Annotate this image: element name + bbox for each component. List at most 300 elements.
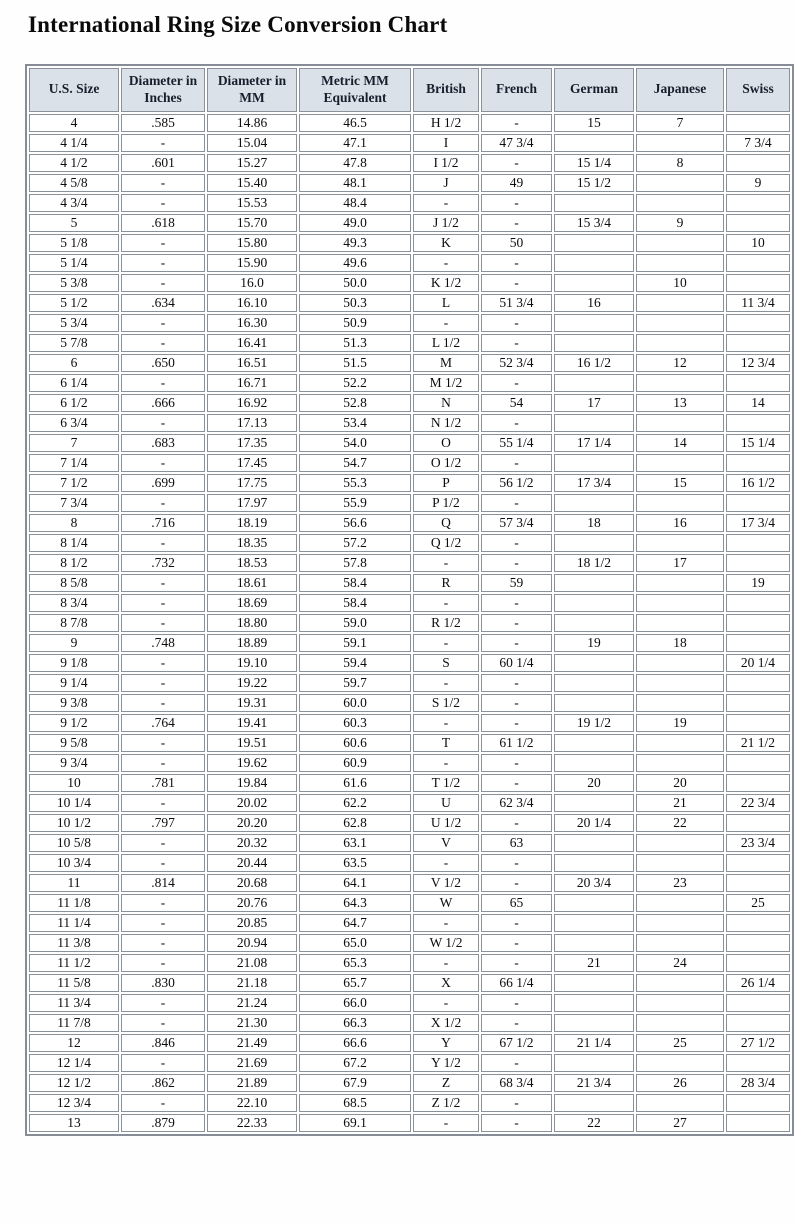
table-cell: 49.6 (299, 254, 411, 272)
table-row (29, 594, 790, 612)
table-cell: 60 1/4 (481, 654, 552, 672)
table-cell: - (121, 254, 205, 272)
table-cell (726, 914, 790, 932)
table-cell: 21.69 (207, 1054, 297, 1072)
table-cell (726, 594, 790, 612)
table-row (29, 154, 790, 172)
table-cell (636, 974, 724, 992)
table-cell: 62.2 (299, 794, 411, 812)
table-cell: - (481, 874, 552, 892)
table-cell: 51.3 (299, 334, 411, 352)
table-cell: 20.20 (207, 814, 297, 832)
table-cell: 60.6 (299, 734, 411, 752)
table-cell: - (121, 1094, 205, 1112)
table-cell (636, 934, 724, 952)
table-row (29, 474, 790, 492)
table-cell: 20.44 (207, 854, 297, 872)
table-cell: 21 (636, 794, 724, 812)
table-cell: - (121, 594, 205, 612)
table-cell: 16.10 (207, 294, 297, 312)
table-row (29, 454, 790, 472)
table-cell: 8 1/2 (29, 554, 119, 572)
table-cell (726, 454, 790, 472)
table-cell: 9 1/8 (29, 654, 119, 672)
table-cell: 67 1/2 (481, 1034, 552, 1052)
table-cell (726, 714, 790, 732)
table-cell (554, 574, 634, 592)
table-cell: - (413, 714, 479, 732)
table-row (29, 134, 790, 152)
table-cell (636, 734, 724, 752)
table-cell: 7 (29, 434, 119, 452)
table-cell: - (481, 494, 552, 512)
table-row (29, 294, 790, 312)
table-cell: .748 (121, 634, 205, 652)
table-row (29, 534, 790, 552)
table-cell: 64.3 (299, 894, 411, 912)
ring-size-conversion-table (25, 64, 794, 1136)
table-cell: 22 (554, 1114, 634, 1132)
table-cell: 20 1/4 (726, 654, 790, 672)
table-cell: 50 (481, 234, 552, 252)
table-cell: 6 3/4 (29, 414, 119, 432)
table-cell: 15.04 (207, 134, 297, 152)
table-cell: .862 (121, 1074, 205, 1092)
table-cell (726, 1094, 790, 1112)
table-cell (636, 994, 724, 1012)
table-cell: Y (413, 1034, 479, 1052)
table-row (29, 334, 790, 352)
table-cell: 65 (481, 894, 552, 912)
table-cell: - (481, 994, 552, 1012)
table-cell: Q (413, 514, 479, 532)
table-cell (554, 674, 634, 692)
table-cell: 16.41 (207, 334, 297, 352)
table-cell: - (121, 674, 205, 692)
header-cell: Diameter in MM (207, 68, 297, 112)
table-cell: 6 (29, 354, 119, 372)
table-cell: 10 5/8 (29, 834, 119, 852)
table-cell: - (413, 994, 479, 1012)
table-cell: - (481, 114, 552, 132)
table-cell (554, 1054, 634, 1072)
table-cell: .732 (121, 554, 205, 572)
table-cell: 11 1/8 (29, 894, 119, 912)
table-cell: O 1/2 (413, 454, 479, 472)
table-cell: - (413, 254, 479, 272)
table-cell: H 1/2 (413, 114, 479, 132)
table-cell (726, 194, 790, 212)
table-cell: 55.9 (299, 494, 411, 512)
table-cell: 9 (726, 174, 790, 192)
table-cell (554, 494, 634, 512)
table-cell: 11 1/4 (29, 914, 119, 932)
table-cell (554, 914, 634, 932)
table-cell (726, 1054, 790, 1072)
table-cell: 19 (554, 634, 634, 652)
table-cell: 16 1/2 (726, 474, 790, 492)
table-cell: 59.0 (299, 614, 411, 632)
table-cell (554, 194, 634, 212)
table-cell: 10 (29, 774, 119, 792)
table-cell: L (413, 294, 479, 312)
table-row (29, 554, 790, 572)
table-cell (636, 1094, 724, 1112)
table-cell: 58.4 (299, 594, 411, 612)
table-cell: 47.8 (299, 154, 411, 172)
table-cell: - (481, 454, 552, 472)
table-row (29, 254, 790, 272)
table-row (29, 654, 790, 672)
table-cell: 16.30 (207, 314, 297, 332)
table-cell: 20 1/4 (554, 814, 634, 832)
table-cell (636, 414, 724, 432)
table-cell: - (413, 194, 479, 212)
table-cell: 63.1 (299, 834, 411, 852)
table-cell: 69.1 (299, 1114, 411, 1132)
table-cell: 55.3 (299, 474, 411, 492)
table-cell: 19.22 (207, 674, 297, 692)
table-cell: 20 3/4 (554, 874, 634, 892)
table-cell: 8 (636, 154, 724, 172)
table-cell: W (413, 894, 479, 912)
table-cell: 15 1/4 (554, 154, 634, 172)
table-cell: 17.97 (207, 494, 297, 512)
table-cell (636, 374, 724, 392)
table-cell (554, 414, 634, 432)
table-cell: Q 1/2 (413, 534, 479, 552)
table-row (29, 194, 790, 212)
table-cell: 11 (29, 874, 119, 892)
table-cell: 25 (636, 1034, 724, 1052)
table-cell: - (481, 1094, 552, 1112)
table-cell: 5 7/8 (29, 334, 119, 352)
table-cell: 19.62 (207, 754, 297, 772)
table-cell (726, 774, 790, 792)
table-cell (726, 694, 790, 712)
table-cell: 4 1/4 (29, 134, 119, 152)
table-cell: 23 3/4 (726, 834, 790, 852)
table-cell: 20.85 (207, 914, 297, 932)
table-cell: - (121, 334, 205, 352)
table-cell: - (413, 914, 479, 932)
table-cell: 20.68 (207, 874, 297, 892)
table-cell: - (121, 194, 205, 212)
table-cell: 52.8 (299, 394, 411, 412)
table-row (29, 614, 790, 632)
table-cell: 10 1/4 (29, 794, 119, 812)
table-cell (636, 614, 724, 632)
table-cell (554, 334, 634, 352)
table-cell: - (121, 174, 205, 192)
table-cell: - (481, 594, 552, 612)
table-cell: - (481, 254, 552, 272)
table-cell: 9 3/8 (29, 694, 119, 712)
table-cell: 65.3 (299, 954, 411, 972)
table-row (29, 774, 790, 792)
table-cell (726, 954, 790, 972)
table-cell: 22 3/4 (726, 794, 790, 812)
table-cell: 15.90 (207, 254, 297, 272)
table-cell (636, 234, 724, 252)
table-row (29, 314, 790, 332)
table-cell (726, 534, 790, 552)
table-cell (636, 534, 724, 552)
table-cell: 4 3/4 (29, 194, 119, 212)
table-cell: 22.10 (207, 1094, 297, 1112)
table-cell (726, 934, 790, 952)
table-row (29, 1074, 790, 1092)
table-cell: 4 1/2 (29, 154, 119, 172)
table-cell: 50.0 (299, 274, 411, 292)
table-cell: 11 1/2 (29, 954, 119, 972)
table-cell: - (413, 674, 479, 692)
table-cell: 12 3/4 (726, 354, 790, 372)
table-cell: 19 (726, 574, 790, 592)
table-cell (554, 834, 634, 852)
table-cell: .797 (121, 814, 205, 832)
table-cell: 47 3/4 (481, 134, 552, 152)
table-cell: 18.19 (207, 514, 297, 532)
table-row (29, 974, 790, 992)
table-cell: V 1/2 (413, 874, 479, 892)
table-cell: 54 (481, 394, 552, 412)
table-cell (636, 654, 724, 672)
table-cell: - (121, 314, 205, 332)
table-cell: - (121, 994, 205, 1012)
table-row (29, 634, 790, 652)
table-cell (726, 374, 790, 392)
table-cell: 15 3/4 (554, 214, 634, 232)
table-cell: - (481, 674, 552, 692)
table-cell: .814 (121, 874, 205, 892)
table-cell: 20.94 (207, 934, 297, 952)
table-cell: 46.5 (299, 114, 411, 132)
table-cell (554, 734, 634, 752)
table-cell (726, 1014, 790, 1032)
table-cell: 15.80 (207, 234, 297, 252)
table-cell: 8 3/4 (29, 594, 119, 612)
table-cell: 5 1/8 (29, 234, 119, 252)
table-cell: 18 (636, 634, 724, 652)
table-cell: 21.89 (207, 1074, 297, 1092)
table-cell: - (121, 914, 205, 932)
table-cell: - (121, 934, 205, 952)
table-cell: T 1/2 (413, 774, 479, 792)
table-cell: - (121, 494, 205, 512)
table-cell: 7 (636, 114, 724, 132)
table-cell: 15 1/4 (726, 434, 790, 452)
table-cell: 20 (636, 774, 724, 792)
table-cell: .650 (121, 354, 205, 372)
table-cell: 50.3 (299, 294, 411, 312)
table-cell: 12 1/4 (29, 1054, 119, 1072)
table-cell: .601 (121, 154, 205, 172)
table-cell: 21.30 (207, 1014, 297, 1032)
table-cell (636, 194, 724, 212)
table-cell: 19 1/2 (554, 714, 634, 732)
table-cell: 14 (636, 434, 724, 452)
table-cell (726, 274, 790, 292)
table-cell: 65.0 (299, 934, 411, 952)
table-cell: V (413, 834, 479, 852)
table-row (29, 1094, 790, 1112)
table-cell: - (121, 234, 205, 252)
table-cell: - (413, 634, 479, 652)
table-cell: 13 (636, 394, 724, 412)
table-cell: 67.2 (299, 1054, 411, 1072)
table-row (29, 954, 790, 972)
table-row (29, 394, 790, 412)
table-cell: 16 1/2 (554, 354, 634, 372)
table-cell: 66.3 (299, 1014, 411, 1032)
table-cell: 59.4 (299, 654, 411, 672)
table-cell (554, 254, 634, 272)
table-cell: .683 (121, 434, 205, 452)
table-cell: 64.1 (299, 874, 411, 892)
table-cell: - (481, 854, 552, 872)
table-cell: Z (413, 1074, 479, 1092)
table-cell: 18.61 (207, 574, 297, 592)
table-cell (636, 914, 724, 932)
table-cell: 27 (636, 1114, 724, 1132)
table-cell: 67.9 (299, 1074, 411, 1092)
table-cell (636, 1054, 724, 1072)
table-cell: - (481, 934, 552, 952)
table-cell (554, 974, 634, 992)
table-cell: - (121, 1014, 205, 1032)
table-cell: P 1/2 (413, 494, 479, 512)
table-cell: 5 (29, 214, 119, 232)
table-cell (554, 654, 634, 672)
table-cell (554, 454, 634, 472)
table-cell: 26 1/4 (726, 974, 790, 992)
table-cell (636, 694, 724, 712)
table-row (29, 714, 790, 732)
table-cell (636, 834, 724, 852)
table-row (29, 914, 790, 932)
table-cell: - (481, 374, 552, 392)
table-row (29, 1114, 790, 1132)
table-cell (554, 594, 634, 612)
table-cell (636, 174, 724, 192)
table-cell (636, 854, 724, 872)
table-cell (554, 374, 634, 392)
table-row (29, 674, 790, 692)
table-row (29, 854, 790, 872)
table-cell: 18 1/2 (554, 554, 634, 572)
table-row (29, 794, 790, 812)
table-cell: 11 3/4 (29, 994, 119, 1012)
table-cell: 21 (554, 954, 634, 972)
table-cell: 15.40 (207, 174, 297, 192)
table-cell: 6 1/2 (29, 394, 119, 412)
header-cell: Diameter in Inches (121, 68, 205, 112)
table-cell: 62 3/4 (481, 794, 552, 812)
table-cell (726, 814, 790, 832)
table-cell: 58.4 (299, 574, 411, 592)
table-cell: 60.9 (299, 754, 411, 772)
table-cell: 20.02 (207, 794, 297, 812)
table-body (29, 114, 790, 1132)
table-cell (726, 214, 790, 232)
table-cell: 57.2 (299, 534, 411, 552)
table-cell: 7 1/2 (29, 474, 119, 492)
table-cell: 21 3/4 (554, 1074, 634, 1092)
table-cell: U (413, 794, 479, 812)
table-cell: - (121, 694, 205, 712)
table-cell: - (481, 554, 552, 572)
table-cell: .716 (121, 514, 205, 532)
table-cell: 9 1/4 (29, 674, 119, 692)
table-cell: - (481, 214, 552, 232)
table-cell: 17 1/4 (554, 434, 634, 452)
table-cell: 10 (636, 274, 724, 292)
table-cell: 61.6 (299, 774, 411, 792)
table-cell: - (121, 274, 205, 292)
table-cell: 24 (636, 954, 724, 972)
table-row (29, 574, 790, 592)
page-title: International Ring Size Conversion Chart (28, 12, 448, 37)
table-cell (554, 1094, 634, 1112)
table-cell: 19.41 (207, 714, 297, 732)
table-cell: N (413, 394, 479, 412)
table-cell: 23 (636, 874, 724, 892)
table-cell (636, 754, 724, 772)
table-row (29, 174, 790, 192)
table-cell: 53.4 (299, 414, 411, 432)
table-cell: L 1/2 (413, 334, 479, 352)
table-cell: 20.32 (207, 834, 297, 852)
table-cell (636, 334, 724, 352)
table-cell (554, 1014, 634, 1032)
table-cell: - (481, 194, 552, 212)
table-cell: 20.76 (207, 894, 297, 912)
table-cell: .666 (121, 394, 205, 412)
table-cell: 5 3/4 (29, 314, 119, 332)
table-cell: 9 (29, 634, 119, 652)
table-cell: Y 1/2 (413, 1054, 479, 1072)
table-cell: K 1/2 (413, 274, 479, 292)
table-cell: 12 3/4 (29, 1094, 119, 1112)
header-cell: German (554, 68, 634, 112)
table-cell: 26 (636, 1074, 724, 1092)
table-cell: 56 1/2 (481, 474, 552, 492)
table-cell: 14 (726, 394, 790, 412)
table-cell (636, 594, 724, 612)
table-cell (726, 334, 790, 352)
table-cell: 19 (636, 714, 724, 732)
table-cell (554, 794, 634, 812)
table-cell: 59 (481, 574, 552, 592)
table-cell: 4 5/8 (29, 174, 119, 192)
table-cell: .618 (121, 214, 205, 232)
table-cell (636, 494, 724, 512)
table-cell: .846 (121, 1034, 205, 1052)
table-cell: - (121, 134, 205, 152)
table-cell: 22 (636, 814, 724, 832)
table-cell: - (481, 694, 552, 712)
table-cell: 7 1/4 (29, 454, 119, 472)
table-cell: .830 (121, 974, 205, 992)
table-cell: 9 5/8 (29, 734, 119, 752)
table-row (29, 1014, 790, 1032)
table-cell: 28 3/4 (726, 1074, 790, 1092)
table-cell: 51.5 (299, 354, 411, 372)
table-cell: - (481, 534, 552, 552)
table-cell (726, 154, 790, 172)
table-cell: 9 1/2 (29, 714, 119, 732)
